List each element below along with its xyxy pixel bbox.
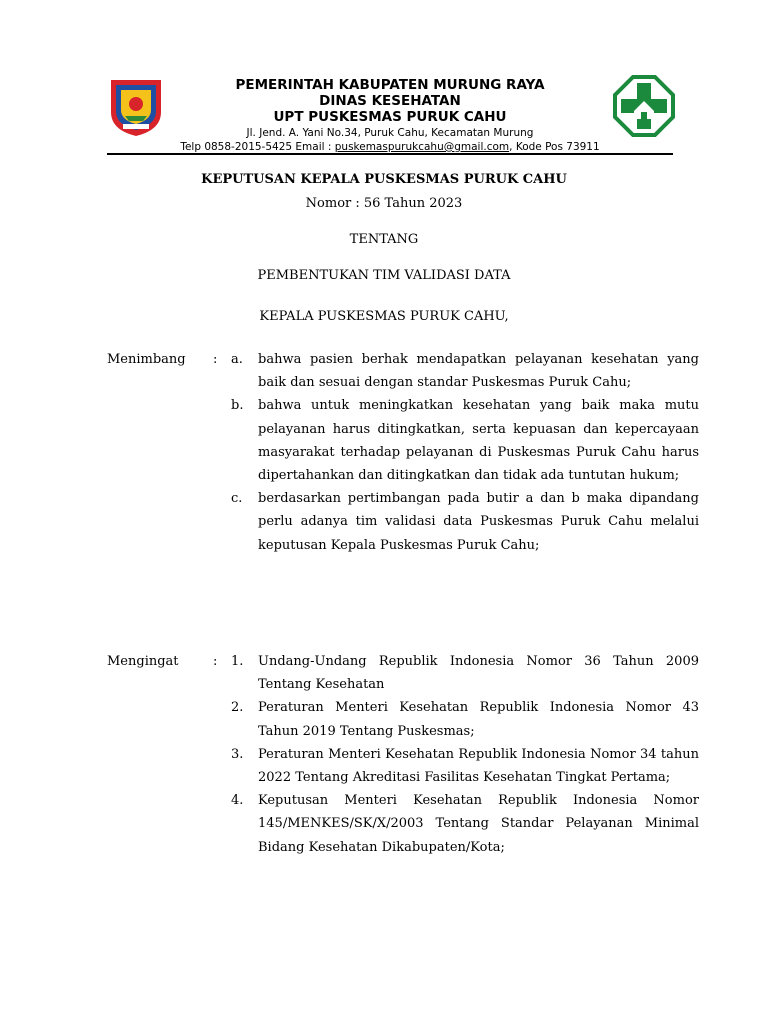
email-link[interactable]: puskemaspurukcahu@gmail.com — [334, 141, 510, 153]
puskesmas-logo-icon — [613, 75, 675, 137]
contact-suffix: , Kode Pos 73911 — [509, 141, 600, 153]
mengingat-label: Mengingat — [107, 654, 179, 669]
item-marker: 1. — [231, 654, 244, 669]
contact-line — [170, 140, 610, 154]
mengingat-section — [107, 650, 699, 859]
colon: : — [213, 352, 218, 367]
item-text: berdasarkan pertimbangan pada butir a dan b maka dipandang perlu adanya tim validasi data Puskesmas Puruk Cahu melalui keputusan Kepala Puskesmas Puruk Cahu; — [258, 491, 699, 553]
list-item — [107, 650, 699, 696]
decree-title: KEPUTUSAN KEPALA PUSKESMAS PURUK CAHU — [201, 172, 567, 187]
institution-name: UPT PUSKESMAS PURUK CAHU — [273, 109, 507, 125]
item-text: bahwa pasien berhak mendapatkan pelayanan kesehatan yang baik dan sesuai dengan standar Puskesmas Puruk Cahu; — [258, 352, 699, 391]
menimbang-section — [107, 348, 699, 557]
item-text: Peraturan Menteri Kesehatan Republik Indonesia Nomor 34 tahun 2022 Tentang Akreditasi Fasilitas Kesehatan Tingkat Pertama; — [258, 746, 699, 786]
letterhead-text — [170, 77, 610, 154]
department-name: DINAS KESEHATAN — [319, 93, 461, 109]
address: Jl. Jend. A. Yani No.34, Puruk Cahu, Kecamatan Murung — [246, 127, 534, 139]
tentang-heading: TENTANG — [349, 232, 419, 247]
item-text: Keputusan Menteri Kesehatan Republik Indonesia Nomor 145/MENKES/SK/X/2003 Tentang Standar Pelayanan Minimal Bidang Kesehatan Dikabupaten/Kota; — [258, 793, 699, 855]
regency-emblem-icon — [107, 76, 165, 138]
item-marker: c. — [231, 491, 243, 507]
item-marker: 3. — [231, 746, 244, 762]
list-item — [107, 789, 699, 859]
item-marker: a. — [231, 352, 243, 367]
list-item — [107, 487, 699, 557]
letterhead-divider — [107, 153, 673, 155]
decree-number: Nomor : 56 Tahun 2023 — [305, 196, 463, 211]
letterhead — [0, 0, 768, 156]
list-item — [107, 743, 699, 789]
decree-subject: PEMBENTUKAN TIM VALIDASI DATA — [257, 268, 511, 283]
item-marker: 2. — [231, 700, 244, 716]
item-marker: b. — [231, 398, 244, 414]
contact-prefix: Telp 0858-2015-5425 Email : — [180, 141, 335, 153]
item-text: bahwa untuk meningkatkan kesehatan yang baik maka mutu pelayanan harus ditingkatkan, serta kepuasan dan kepercayaan masyarakat terhadap pelayanan di Puskesmas Puruk Cahu harus dipertahankan dan ditingkatkan dan tidak ada tuntutan hukum; — [258, 398, 699, 484]
government-name: PEMERINTAH KABUPATEN MURUNG RAYA — [235, 77, 545, 93]
colon: : — [213, 654, 218, 669]
item-text: Peraturan Menteri Kesehatan Republik Indonesia Nomor 43 Tahun 2019 Tentang Puskesmas; — [258, 700, 699, 739]
menimbang-label: Menimbang — [107, 352, 186, 367]
list-item — [107, 394, 699, 487]
item-text: Undang-Undang Republik Indonesia Nomor 36 Tahun 2009 Tentang Kesehatan — [258, 654, 699, 693]
list-item — [107, 348, 699, 394]
item-marker: 4. — [231, 793, 244, 809]
list-item — [107, 696, 699, 742]
issuer-heading: KEPALA PUSKESMAS PURUK CAHU, — [259, 309, 509, 324]
